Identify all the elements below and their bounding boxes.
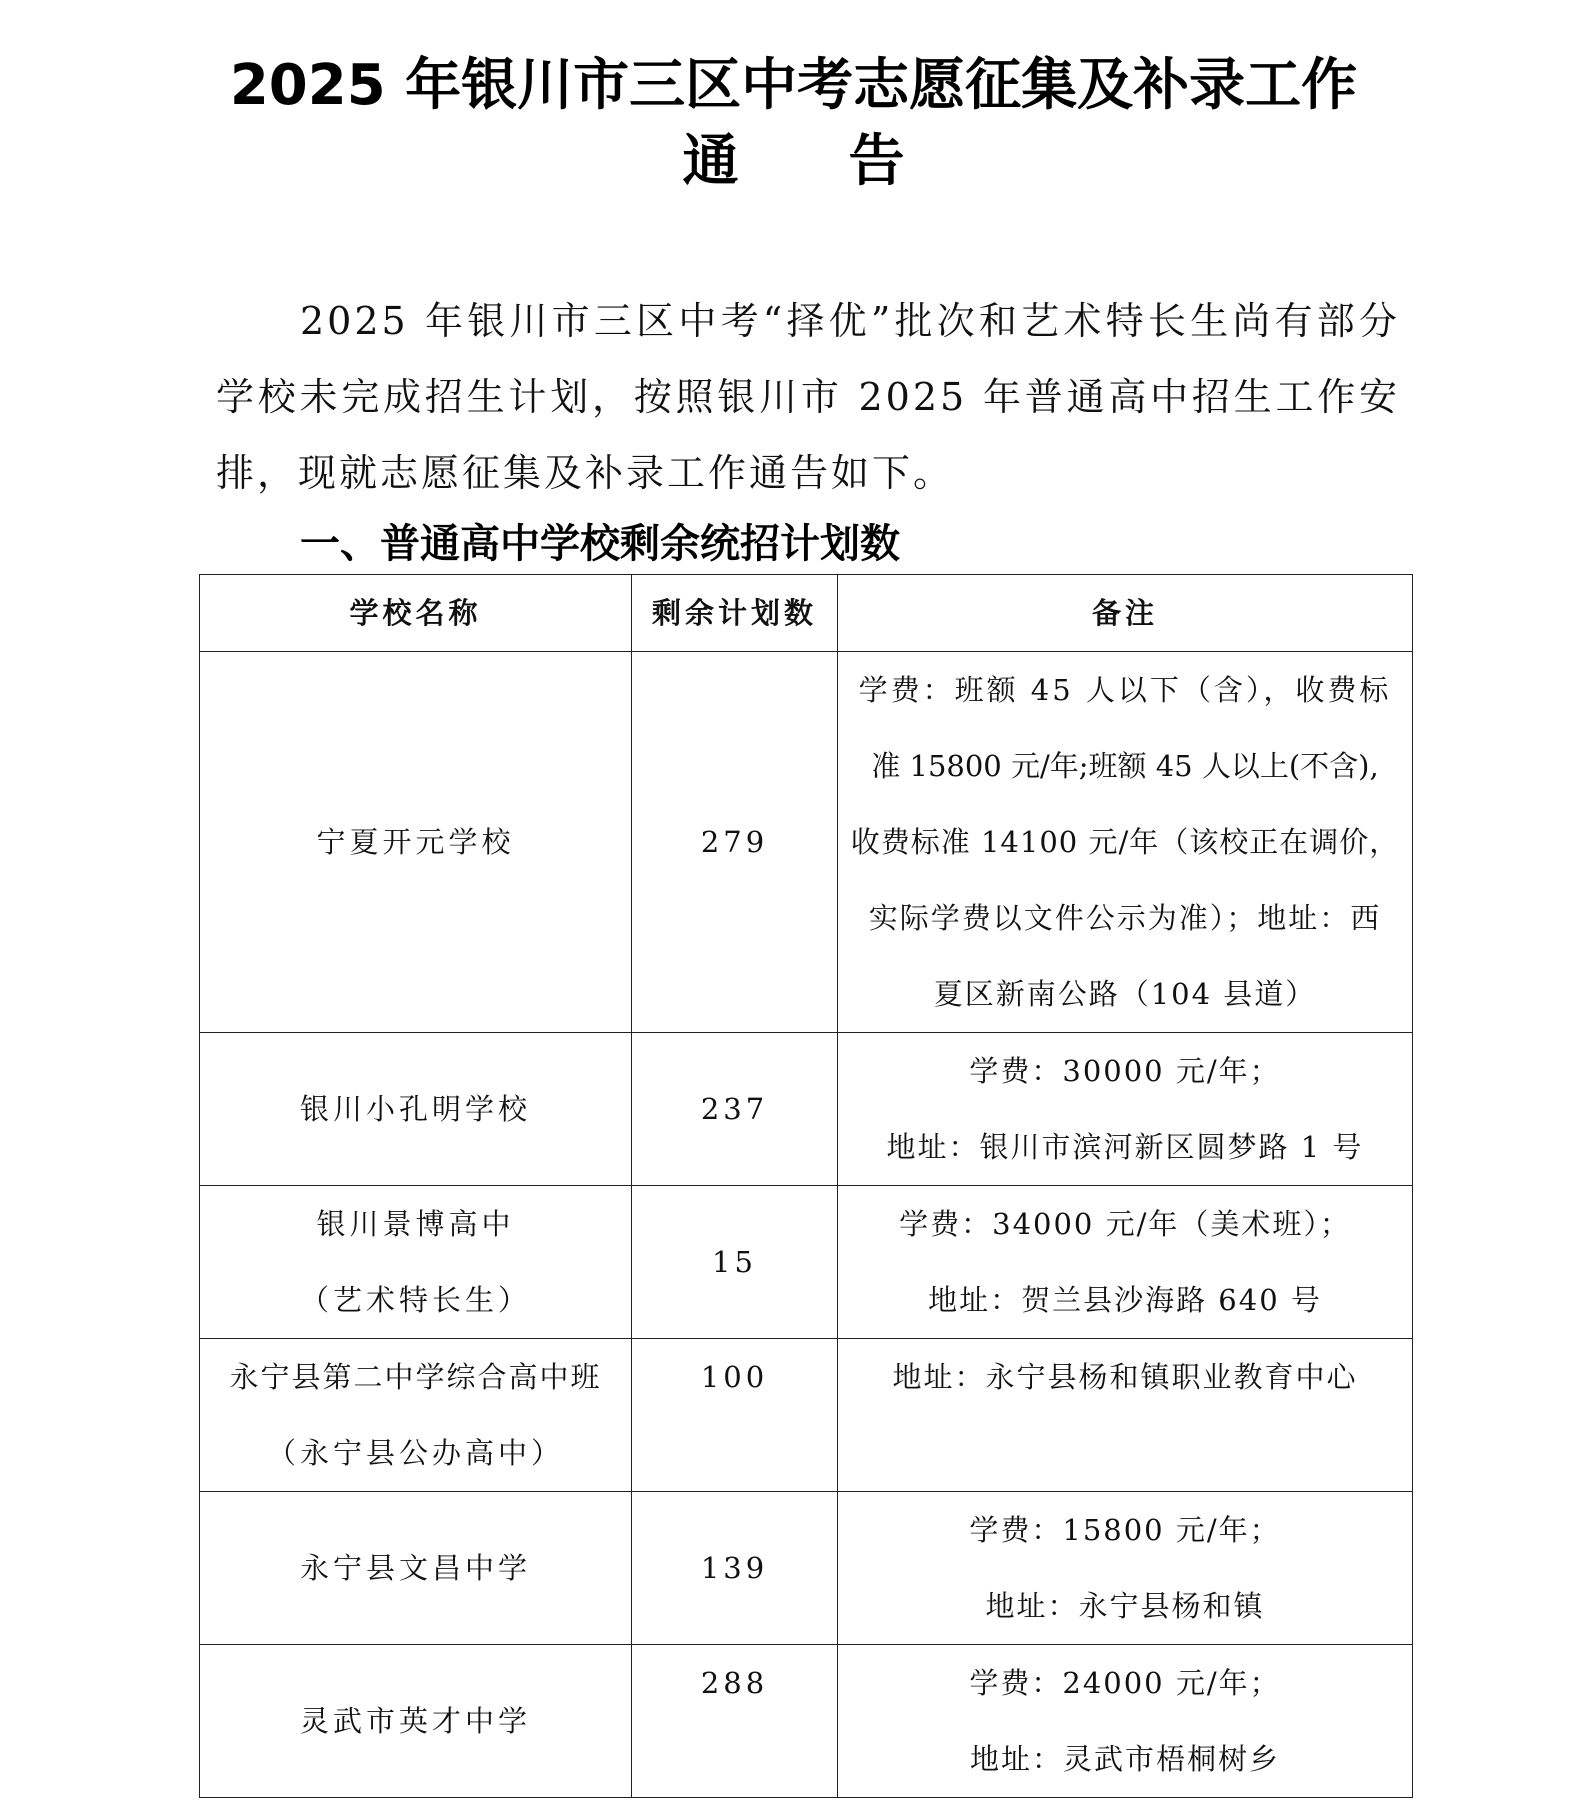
count-cell: 139 [632,1492,838,1645]
school-name-cell [200,1033,632,1186]
subtitle-char-2: 告 [848,129,905,194]
note-line: 地址：贺兰县沙海路 640 号 [928,1283,1322,1317]
table-row [200,1645,1413,1798]
note-line: 地址：永宁县杨和镇 [985,1589,1265,1623]
note-line: 准 15800 元/年;班额 45 人以上(不含), [871,749,1379,783]
note-line: 学费：班额 45 人以下（含），收费标 [858,673,1392,707]
header-note: 备注 [838,575,1413,652]
school-name-cell [200,1492,632,1645]
note-line: 地址：灵武市梧桐树乡 [969,1742,1280,1776]
header-school: 学校名称 [200,575,632,652]
plan-table [199,574,1413,1798]
table-row [200,1339,1413,1492]
note-cell [838,1033,1413,1186]
table-row [200,1492,1413,1645]
table-row [200,1186,1413,1339]
section-heading: 一、普通高中学校剩余统招计划数 [300,521,900,567]
school-name-note: （永宁县公办高中） [266,1436,564,1470]
school-name-cell [200,1186,632,1339]
note-cell [838,1339,1413,1492]
school-name: 银川景博高中 [316,1207,515,1241]
table-row [200,1033,1413,1186]
note-cell [838,1492,1413,1645]
table-row [200,652,1413,1033]
note-cell [838,652,1413,1033]
page-title: 2025 年银川市三区中考志愿征集及补录工作 [229,53,1358,118]
subtitle-char-1: 通 [682,129,739,194]
intro-paragraph: 2025 年银川市三区中考“择优”批次和艺术特长生尚有部分学校未完成招生计划，按照银川市 2025 年普通高中招生工作安排，现就志愿征集及补录工作通告如下。 [216,299,1400,495]
note-line: 地址：永宁县杨和镇职业教育中心 [892,1360,1358,1394]
school-name: 宁夏开元学校 [316,825,515,859]
note-line: 学费：34000 元/年（美术班）； [899,1207,1351,1241]
note-cell [838,1645,1413,1798]
school-name: 银川小孔明学校 [299,1092,531,1126]
school-name-cell [200,1339,632,1492]
school-name-note: （艺术特长生） [299,1283,531,1317]
note-line: 地址：银川市滨河新区圆梦路 1 号 [886,1130,1364,1164]
school-name-cell [200,652,632,1033]
count-cell: 15 [632,1186,838,1339]
note-cell [838,1186,1413,1339]
school-name: 灵武市英才中学 [299,1704,531,1738]
note-line: 学费：15800 元/年； [969,1513,1281,1547]
count-cell: 288 [632,1645,838,1798]
page-subtitle [0,129,1587,194]
table-header-row [200,575,1413,652]
note-line: 收费标准 14100 元/年（该校正在调价， [850,825,1400,859]
note-line: 夏区新南公路（104 县道） [933,977,1317,1011]
note-line: 学费：24000 元/年； [969,1666,1281,1700]
count-cell: 237 [632,1033,838,1186]
school-name: 永宁县第二中学综合高中班 [229,1360,602,1394]
school-name: 永宁县文昌中学 [299,1551,531,1585]
count-cell: 279 [632,652,838,1033]
header-count: 剩余计划数 [632,575,838,652]
school-name-cell [200,1645,632,1798]
note-line: 实际学费以文件公示为准）；地址：西 [868,901,1382,935]
note-line: 学费：30000 元/年； [969,1054,1281,1088]
count-cell: 100 [632,1339,838,1492]
